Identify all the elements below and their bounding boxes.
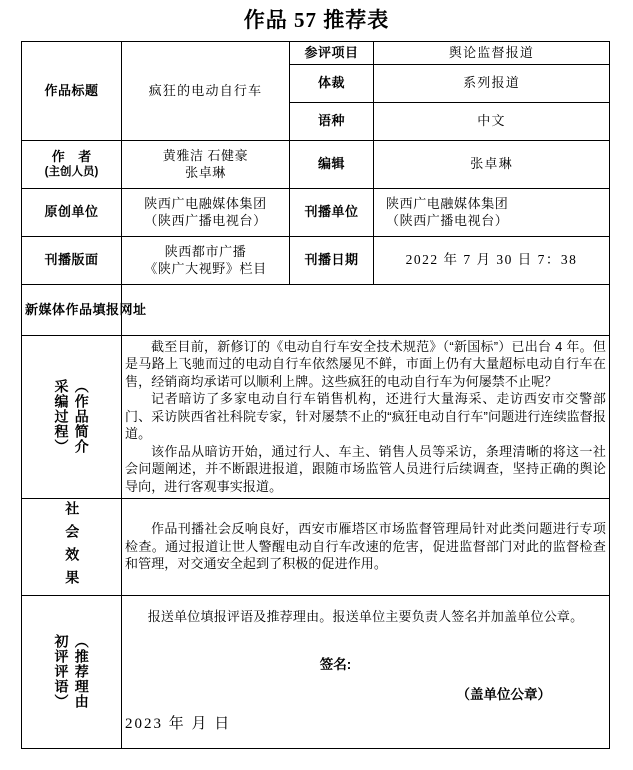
origin-unit-line2: （陕西广播电视台） [144,213,267,229]
table-row-author-editor [22,140,610,188]
social-effect-content[interactable] [122,498,610,595]
broadcast-unit-label: 刊播单位 [290,188,374,236]
social-effect-vertical-label [22,499,121,595]
table-row-social-effect [22,498,610,595]
broadcast-unit-line1: 陕西广电融媒体集团 [386,195,509,211]
layout-line2: 《陕广大视野》栏目 [144,261,267,277]
summary-content[interactable] [122,335,610,498]
genre-value[interactable]: 系列报道 [374,64,610,102]
editor-value[interactable]: 张卓琳 [374,140,610,188]
summary-paragraph-3: 该作品从暗访开始，通过行人、车主、销售人员等采访，条理清晰的将这一社会问题阐述，并不断跟进报道，跟随市场监管人员进行后续调查，坚持正确的舆论导向，进行客观事实报道。 [125,443,606,495]
table-row-new-media-url [22,284,610,335]
recommendation-label-cell [22,595,122,748]
recommendation-form-table [21,41,610,748]
origin-unit-label: 原创单位 [22,188,122,236]
author-label-main: 作 者 [51,148,97,164]
summary-paragraph-2: 记者暗访了多家电动自行车销售机构，还进行大量海采、走访西安市交警部门、采访陕西省社科院专家，针对屡禁不止的“疯狂电动自行车”问题进行连续监督报道。 [125,391,606,442]
author-label-sub: (主创人员) [44,166,99,179]
layout-line1: 陕西都市广播 [164,243,247,259]
origin-unit-value[interactable] [122,188,290,236]
broadcast-unit-value[interactable] [374,188,610,236]
new-media-url-value[interactable] [122,284,610,335]
author-value[interactable] [122,140,290,188]
author-value-line1: 黄雅洁 石健豪 [162,147,249,163]
recommendation-label-col-left: 初评评语） [53,634,70,710]
social-effect-label-cell [22,498,122,595]
author-value-line2: 张卓琳 [185,165,226,181]
seal-label: （盖单位公章） [456,687,551,703]
summary-label-cell [22,335,122,498]
origin-unit-line1: 陕西广电融媒体集团 [144,195,267,211]
table-row-units [22,188,610,236]
broadcast-date-label: 刊播日期 [290,236,374,284]
summary-vertical-label [22,336,121,498]
summary-label-col-right: （作品简介 [73,379,90,455]
category-label: 参评项目 [290,42,374,65]
recommendation-content[interactable] [122,595,610,748]
layout-value[interactable] [122,236,290,284]
social-effect-label: 社会效果 [64,500,81,593]
broadcast-date-value[interactable]: 2022 年 7 月 30 日 7：38 [374,236,610,284]
summary-paragraph-1: 截至目前，新修订的《电动自行车安全技术规范》（“新国标”）已出台 4 年。但是马路上飞驰而过的电动自行车依然屡见不鲜，市面上仍有大量超标电动自行车在售，经销商均承诺可以顺利上牌。这些疯狂的电动自行车为何屡禁不止呢？ [125,338,606,389]
table-row-layout-date [22,236,610,284]
language-label: 语种 [290,102,374,140]
genre-label: 体裁 [290,64,374,102]
summary-label-col-left: 采编过程） [53,379,70,455]
page-title: 作品 57 推荐表 [243,8,390,32]
table-row-recommendation [22,595,610,748]
work-title-value[interactable]: 疯狂的电动自行车 [122,42,290,141]
broadcast-unit-line2: （陕西广播电视台） [386,213,509,229]
language-value[interactable]: 中文 [374,102,610,140]
signature-label[interactable]: 签名: [319,656,352,672]
table-row-summary [22,335,610,498]
new-media-url-label: 新媒体作品填报网址 [22,284,122,335]
recommendation-label-col-right: （推荐理由 [73,634,90,710]
work-title-label: 作品标题 [22,42,122,141]
recommendation-vertical-label [22,596,121,748]
author-label [22,140,122,188]
social-effect-paragraph-1: 作品刊播社会反响良好，西安市雁塔区市场监督管理局针对此类问题进行专项检查。通过报道让世人警醒电动自行车改速的危害，促进监督部门对此的监督检查和管理，对交通安全起到了积极的促进作用。 [125,521,606,572]
table-row-work-title-category [22,42,610,65]
category-value[interactable]: 舆论监督报道 [374,42,610,65]
recommendation-intro: 报送单位填报评语及推荐理由。报送单位主要负责人签名并加盖单位公章。 [147,609,584,625]
layout-label: 刊播版面 [22,236,122,284]
recommendation-date-footer[interactable]: 2023 年 月 日 [125,716,232,733]
editor-label: 编辑 [290,140,374,188]
